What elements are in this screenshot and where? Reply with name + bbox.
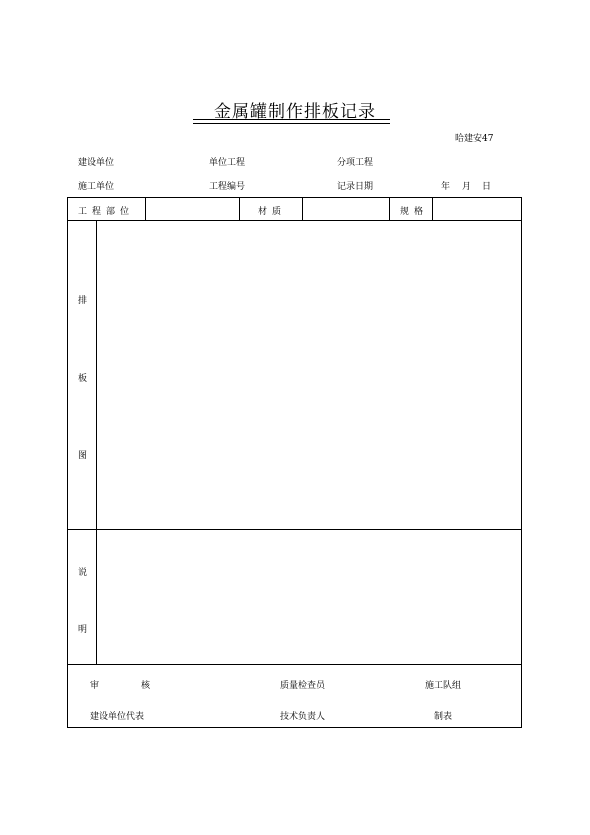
technical-lead-label: 技术负责人 [280,712,326,722]
note-label-char-1: 说 [78,568,88,578]
row1-divider-3 [302,197,303,221]
review-label-char-1: 审 [90,681,100,691]
layout-label-char-1: 排 [78,296,88,306]
date-month: 月 [462,182,472,192]
spec-label: 规格 [400,207,429,217]
prepared-by-label: 制表 [434,712,453,722]
title-underline-2 [193,123,390,124]
date-day: 日 [482,182,492,192]
owner-representative-label: 建设单位代表 [90,712,145,722]
project-number-label: 工程编号 [209,182,246,192]
form-code: 哈建安47 [455,134,494,144]
unit-project-label: 单位工程 [209,158,246,168]
construction-team-label: 施工队组 [425,681,462,691]
note-label-char-2: 明 [78,625,88,635]
date-year: 年 [441,182,451,192]
row1-divider-4 [389,197,390,221]
layout-label-char-3: 图 [78,451,88,461]
layout-label-char-2: 板 [78,374,88,384]
row1-divider-1 [145,197,146,221]
row1-divider-5 [432,197,433,221]
notes-section-bottom-line [67,664,522,665]
page-title: 金属罐制作排板记录 [214,102,376,122]
title-underline-1 [193,119,390,120]
notes-area[interactable] [97,530,521,664]
location-label: 工程部位 [78,207,135,217]
layout-drawing-area[interactable] [97,221,521,529]
review-label-char-2: 核 [141,681,151,691]
construction-unit-label: 建设单位 [78,158,115,168]
record-date-label: 记录日期 [337,182,374,192]
builder-unit-label: 施工单位 [78,182,115,192]
quality-inspector-label: 质量检查员 [280,681,326,691]
sub-project-label: 分项工程 [337,158,374,168]
material-label: 材质 [258,207,287,217]
row1-divider-2 [239,197,240,221]
